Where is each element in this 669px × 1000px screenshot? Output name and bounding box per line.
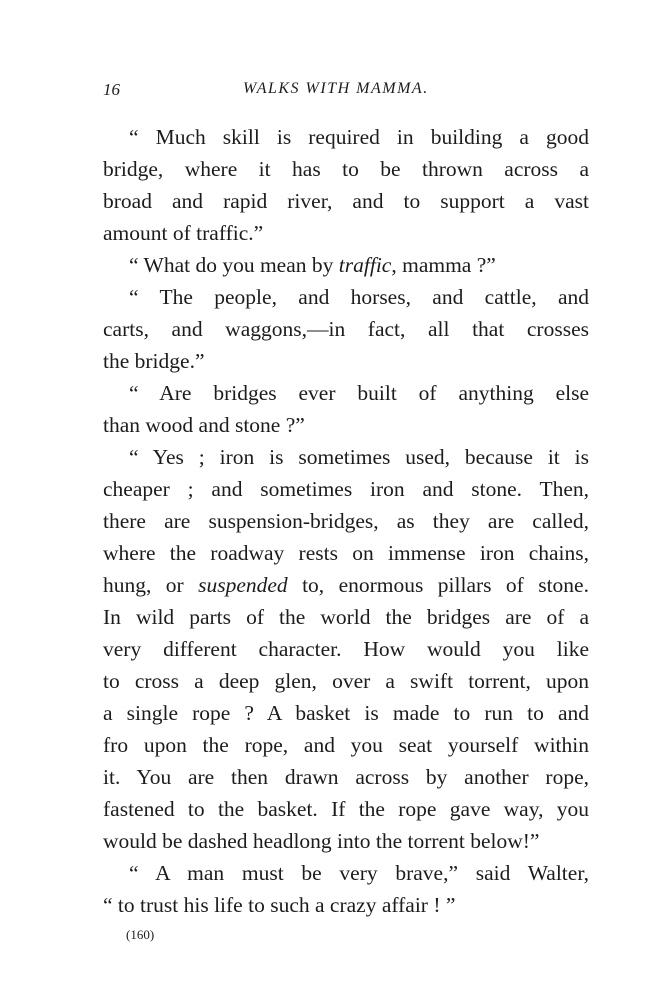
body-text [103,121,589,921]
paragraph-2 [103,249,589,281]
text-line: “ Much skill is required in building a good [129,125,589,149]
text-line: “ A man must be very brave,” said Walter, [129,861,589,885]
text-line: very different character. How would you like [103,637,589,661]
text-line: where the roadway rests on immense iron chains, [103,541,589,565]
text-line: it. You are then drawn across by another rope, [103,765,589,789]
text-line: a single rope ? A basket is made to run to and [103,701,589,725]
text-line: the bridge.” [103,349,205,373]
text-line: than wood and stone ?” [103,413,305,437]
text-line: “ to trust his life to such a crazy affair ! ” [103,893,456,917]
text-line: amount of traffic.” [103,221,264,245]
paragraph-4 [103,377,589,441]
text-line: “ What do you mean by traffic, mamma ?” [129,253,496,277]
text-line: hung, or suspended to, enormous pillars of stone. [103,573,589,597]
italic-word: suspended [198,573,288,597]
printer-signature: (160) [126,927,155,942]
text-line: fastened to the basket. If the rope gave way, you [103,797,589,821]
paragraph-3 [103,281,589,377]
paragraph-1 [103,121,589,249]
page-header [103,80,590,108]
text-line: would be dashed headlong into the torrent below!” [103,829,540,853]
text-line: “ The people, and horses, and cattle, and [129,285,589,309]
page-number: 16 [103,80,120,99]
text-line: cheaper ; and sometimes iron and stone. Then, [103,477,589,501]
paragraph-6 [103,857,589,921]
running-title: WALKS WITH MAMMA. [243,80,429,97]
text-line: bridge, where it has to be thrown across a [103,157,589,181]
text-line: broad and rapid river, and to support a vast [103,189,589,213]
text-line: fro upon the rope, and you seat yourself within [103,733,589,757]
text-line: “ Yes ; iron is sometimes used, because it is [129,445,589,469]
text-line: there are suspension-bridges, as they are called, [103,509,589,533]
paragraph-5 [103,441,589,857]
text-line: carts, and waggons,—in fact, all that crosses [103,317,589,341]
text-line: to cross a deep glen, over a swift torrent, upon [103,669,589,693]
text-line: “ Are bridges ever built of anything else [129,381,589,405]
text-line: In wild parts of the world the bridges are of a [103,605,589,629]
italic-word: traffic [338,253,392,277]
